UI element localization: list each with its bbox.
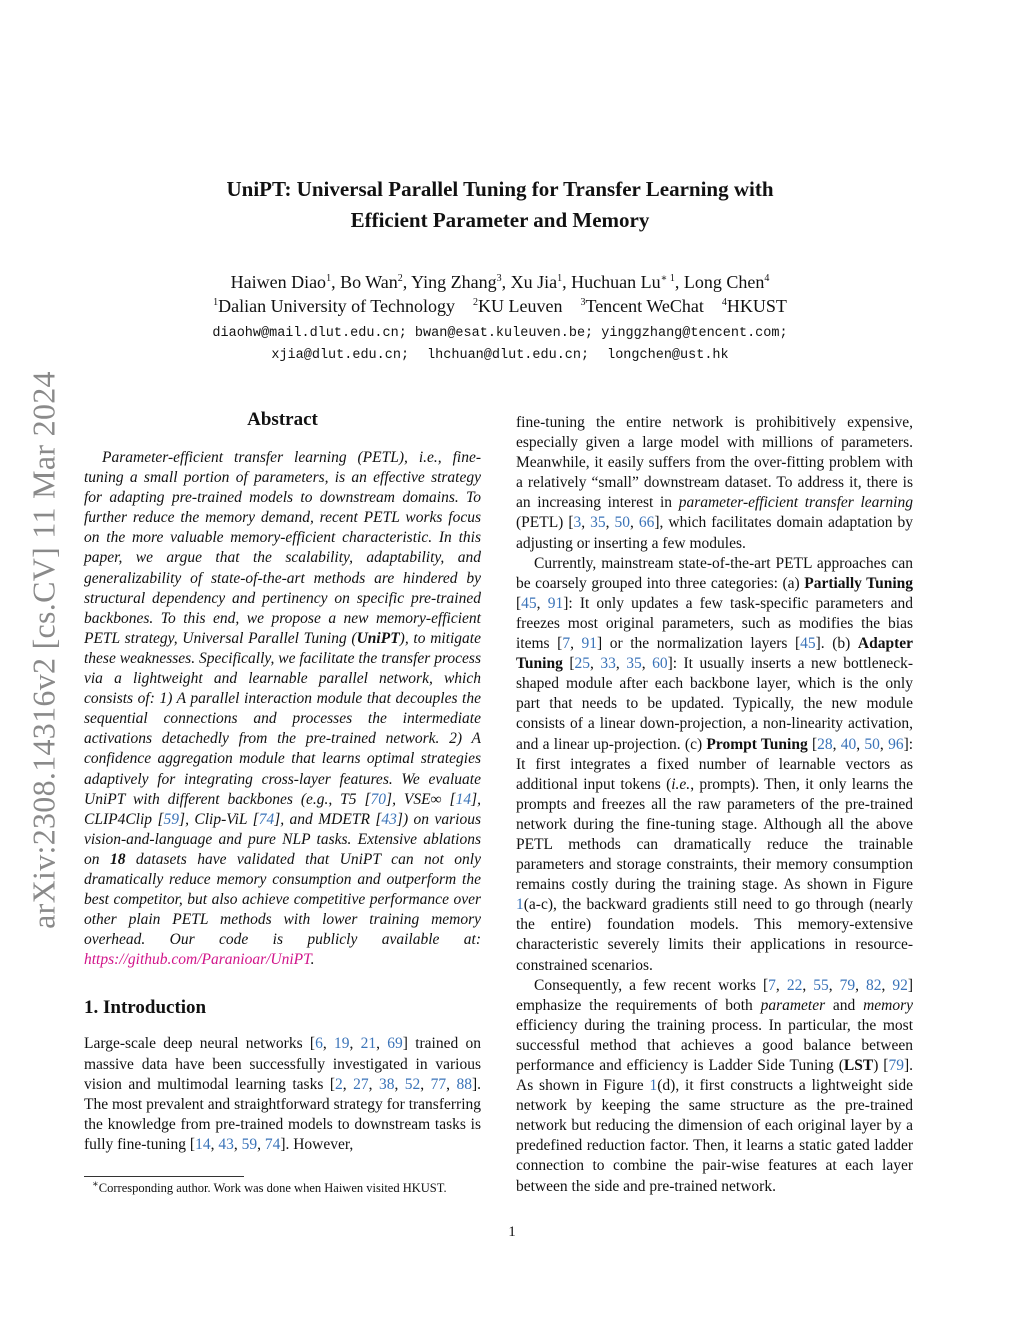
italic-term: i.e. bbox=[671, 775, 691, 793]
email-longchen: longchen@ust.hk bbox=[607, 348, 729, 363]
affiliation-list bbox=[100, 294, 900, 318]
citation-link[interactable]: 35 bbox=[626, 655, 642, 673]
citation-link[interactable]: 88 bbox=[456, 1075, 472, 1093]
italic-term: memory bbox=[863, 996, 913, 1014]
author-name: Xu Jia bbox=[510, 272, 558, 292]
citation-link[interactable]: 70 bbox=[370, 790, 387, 808]
affiliation-mark: 2 bbox=[472, 297, 478, 308]
footnote-mark: ∗ bbox=[92, 1178, 99, 1190]
citation-link[interactable]: 1 bbox=[516, 896, 524, 914]
citation-link[interactable]: 82 bbox=[865, 976, 882, 994]
title-line-2: Efficient Parameter and Memory bbox=[350, 208, 650, 232]
intro-paragraph-1: Large-scale deep neural networks [6, 19, 21, 69] trained on massive data have been successfully investigated in various vision and multimodal learning tasks [2, 27, 38, 52, 77, 88]. The most prevalent and straightforward strategy for transferring the knowledge from pre-trained models to downstream tasks is fully fine-tuning [14, 43, 59, 74]. However, bbox=[84, 1035, 482, 1153]
citation-link[interactable]: 59 bbox=[241, 1135, 258, 1153]
citation-link[interactable]: 50 bbox=[614, 514, 630, 532]
email-block bbox=[100, 323, 900, 367]
citation-link[interactable]: 50 bbox=[864, 735, 880, 753]
author-affiliation-mark: ∗ 1 bbox=[660, 273, 675, 284]
affiliation-name: Tencent WeChat bbox=[585, 296, 704, 316]
citation-link[interactable]: 74 bbox=[258, 810, 275, 828]
page-number: 1 bbox=[508, 1224, 516, 1240]
citation-link[interactable]: 3 bbox=[573, 514, 582, 532]
citation-link[interactable]: 7 bbox=[768, 976, 776, 994]
introduction-heading: 1. Introduction bbox=[84, 997, 207, 1019]
citation-link[interactable]: 14 bbox=[455, 790, 472, 808]
author-name: Ying Zhang bbox=[411, 272, 497, 292]
email-line-2 bbox=[100, 345, 900, 367]
citation-link[interactable]: 59 bbox=[163, 810, 180, 828]
paper-title bbox=[150, 174, 850, 236]
email-xjia: xjia@dlut.edu.cn; bbox=[271, 348, 410, 363]
arxiv-identifier: arXiv:2308.14316v2 [cs.CV] 11 Mar 2024 bbox=[25, 371, 62, 929]
citation-link[interactable]: 79 bbox=[839, 976, 856, 994]
italic-term: parameter-efficient transfer learning bbox=[678, 494, 913, 512]
citation-link[interactable]: 19 bbox=[333, 1035, 350, 1053]
author-block bbox=[100, 270, 900, 318]
affiliation-name: HKUST bbox=[726, 296, 787, 316]
abstract-body: Parameter-efficient transfer learning (PETL), i.e., fine-tuning a small portion of parameters, is an effective strategy for adapting pre-trained models to downstream domains. To further reduce the memory demand, recent PETL works focus on the more valuable memory-efficient characteristic. In this paper, we argue that the scalability, adaptability, and generalizability of state-of-the-art methods are hindered by structural dependency and pertinency on specific pre-trained backbones. To this end, we propose a new memory-efficient PETL strategy, Universal Parallel Tuning (UniPT), to mitigate these weaknesses. Specifically, we facilitate the transfer process via a lightweight and learnable parallel network, which consists of: 1) A parallel interaction module that decouples the sequential connections and processes the intermediate activations detachedly from the pre-trained network. 2) A confidence aggregation module that learns optimal strategies adaptively for integrating cross-layer features. We evaluate UniPT with different backbones (e.g., T5 [70], VSE∞ [14], CLIP4Clip [59], Clip-ViL [74], and MDETR [43]) on various vision-and-language and pure NLP tasks. Extensive ablations on 18 datasets have validated that UniPT can not only dramatically reduce memory consumption and outperform the best competitor, but also achieve competitive performance over other plain PETL methods with lower training memory overhead. Our code is publicly available at: https://github.com/Paranioar/UniPT. bbox=[84, 449, 481, 969]
affiliation-mark: 3 bbox=[580, 297, 586, 308]
citation-link[interactable]: 66 bbox=[638, 514, 655, 532]
citation-link[interactable]: 14 bbox=[195, 1135, 211, 1153]
left-column bbox=[84, 408, 481, 1155]
affiliation-name: KU Leuven bbox=[477, 296, 563, 316]
bold-term: Partially Tuning bbox=[804, 574, 914, 592]
email-lhchuan: lhchuan@dlut.edu.cn; bbox=[427, 348, 590, 363]
footnote bbox=[92, 1178, 447, 1196]
bold-term: LST bbox=[843, 1057, 874, 1074]
citation-link[interactable]: 40 bbox=[840, 735, 857, 753]
citation-link[interactable]: 91 bbox=[581, 635, 598, 653]
affiliation-name: Dalian University of Technology bbox=[218, 296, 455, 316]
author-name: Bo Wan bbox=[340, 272, 398, 292]
citation-link[interactable]: 7 bbox=[562, 635, 571, 653]
citation-link[interactable]: 28 bbox=[817, 735, 833, 753]
bold-term: 18 bbox=[109, 850, 126, 868]
citation-link[interactable]: 21 bbox=[360, 1035, 377, 1053]
abstract-section bbox=[84, 408, 481, 970]
citation-link[interactable]: 77 bbox=[430, 1075, 447, 1093]
author-affiliation-mark: 1 bbox=[326, 273, 332, 284]
citation-link[interactable]: 33 bbox=[600, 655, 616, 673]
footnote-text: Corresponding author. Work was done when Haiwen visited HKUST. bbox=[98, 1181, 447, 1195]
citation-link[interactable]: 25 bbox=[574, 655, 590, 673]
footnote-rule bbox=[84, 1176, 244, 1177]
citation-link[interactable]: 55 bbox=[813, 976, 829, 994]
citation-link[interactable]: 45 bbox=[521, 594, 537, 612]
citation-link[interactable]: 96 bbox=[888, 735, 904, 753]
title-line-1: UniPT: Universal Parallel Tuning for Transfer Learning with bbox=[226, 177, 774, 201]
citation-link[interactable]: 2 bbox=[335, 1075, 343, 1093]
citation-link[interactable]: 27 bbox=[353, 1075, 369, 1093]
citation-link[interactable]: 69 bbox=[387, 1035, 403, 1053]
citation-link[interactable]: 1 bbox=[649, 1077, 658, 1095]
citation-link[interactable]: 52 bbox=[404, 1075, 421, 1093]
citation-link[interactable]: 43 bbox=[381, 810, 397, 828]
citation-link[interactable]: 91 bbox=[547, 594, 564, 612]
author-name: Huchuan Lu bbox=[571, 272, 661, 292]
intro-paragraph-2: fine-tuning the entire network is prohibitively expensive, especially given a large model with millions of parameters. Meanwhile, it easily suffers from the over-fitting problem with a relatively “small” downstream dataset. To address it, there is an increasing interest in parameter-efficient transfer learning (PETL) [3, 35, 50, 66], which facilitates domain adaptation by adjusting or inserting a few modules. bbox=[516, 414, 914, 552]
bold-term: UniPT bbox=[356, 629, 400, 647]
citation-link[interactable]: 22 bbox=[786, 976, 803, 994]
citation-link[interactable]: 92 bbox=[892, 976, 908, 994]
citation-link[interactable]: 35 bbox=[590, 514, 606, 532]
citation-link[interactable]: 79 bbox=[888, 1057, 904, 1074]
author-affiliation-mark: 2 bbox=[397, 273, 403, 284]
author-affiliation-mark: 3 bbox=[496, 273, 502, 284]
author-name: Haiwen Diao bbox=[230, 272, 327, 292]
author-name: Long Chen bbox=[683, 272, 765, 292]
author-affiliation-mark: 4 bbox=[764, 273, 770, 284]
citation-link[interactable]: 74 bbox=[264, 1135, 281, 1153]
author-list: Haiwen Diao$^1$, Bo Wan$^2$, Ying Zhang$^3$, Xu Jia$^1$, Huchuan $Lu^{∗ 1}$, Long Chen$^4$ bbox=[230, 272, 770, 292]
abstract-heading: Abstract bbox=[247, 409, 318, 430]
right-column bbox=[516, 413, 913, 1197]
affiliation-mark: 4 bbox=[721, 297, 727, 308]
citation-link[interactable]: 45 bbox=[800, 635, 816, 653]
bold-term: Prompt Tuning bbox=[706, 735, 808, 753]
citation-link[interactable]: 6 bbox=[315, 1035, 323, 1053]
italic-term: parameter bbox=[760, 996, 826, 1014]
affiliation-mark: 1 bbox=[213, 297, 219, 308]
code-url-link[interactable]: https://github.com/Paranioar/UniPT bbox=[84, 951, 311, 969]
intro-paragraph-3: Currently, mainstream state-of-the-art PETL approaches can be coarsely grouped into three categories: (a) Partially Tuning [45, 91]: It only updates a few task-specific parameters and freezes most original parameters, such as modifies the bias items [7, 91] or the normalization layers [45]. (b) Adapter Tuning [25, 33, 35, 60]: It usually inserts a new bottleneck-shaped module after each backbone layer, which is the only part that needs to be updated. Typically, the new module consists of a linear down-projection, a non-linearity activation, and a linear up-projection. (c) Prompt Tuning [28, 40, 50, 96]: It first integrates a fixed number of learnable vectors as additional input tokens (i.e., prompts). Then, it only learns the prompts and freezes all the raw parameters of the pre-trained network during the fine-tuning stage. Although all the above PETL methods can dramatically reduce the trainable parameters and storage constraints, their memory consumption remains costly during the training stage. As shown in Figure 1(a-c), the backward gradients still need to go through (nearly the entire) foundation models. This memory-extensive characteristic severely limits their applications in resource-constrained scenarios. bbox=[516, 554, 914, 974]
citation-link[interactable]: 38 bbox=[378, 1075, 395, 1093]
citation-link[interactable]: 60 bbox=[652, 655, 668, 673]
email-line-1: diaohw@mail.dlut.edu.cn; bwan@esat.kuleuven.be; yinggzhang@tencent.com; bbox=[212, 326, 788, 341]
author-affiliation-mark: 1 bbox=[557, 273, 563, 284]
citation-link[interactable]: 43 bbox=[218, 1135, 234, 1153]
bold-term: Adapter Tuning bbox=[516, 635, 913, 673]
intro-paragraph-4: Consequently, a few recent works [7, 22, 55, 79, 82, 92] emphasize the requirements of both parameter and memory efficiency during the training process. In particular, the most successful method that achieves a good balance between performance and efficiency is Ladder Side Tuning (LST) [79]. As shown in Figure 1(d), it first constructs a lightweight side network by keeping the same structure as the pre-trained network but reducing the dimension of each original layer by a predefined reduction factor. Then, it learns a static gated ladder connection to combine the pair-wise features at each layer between the side and pre-trained network. bbox=[516, 976, 914, 1195]
